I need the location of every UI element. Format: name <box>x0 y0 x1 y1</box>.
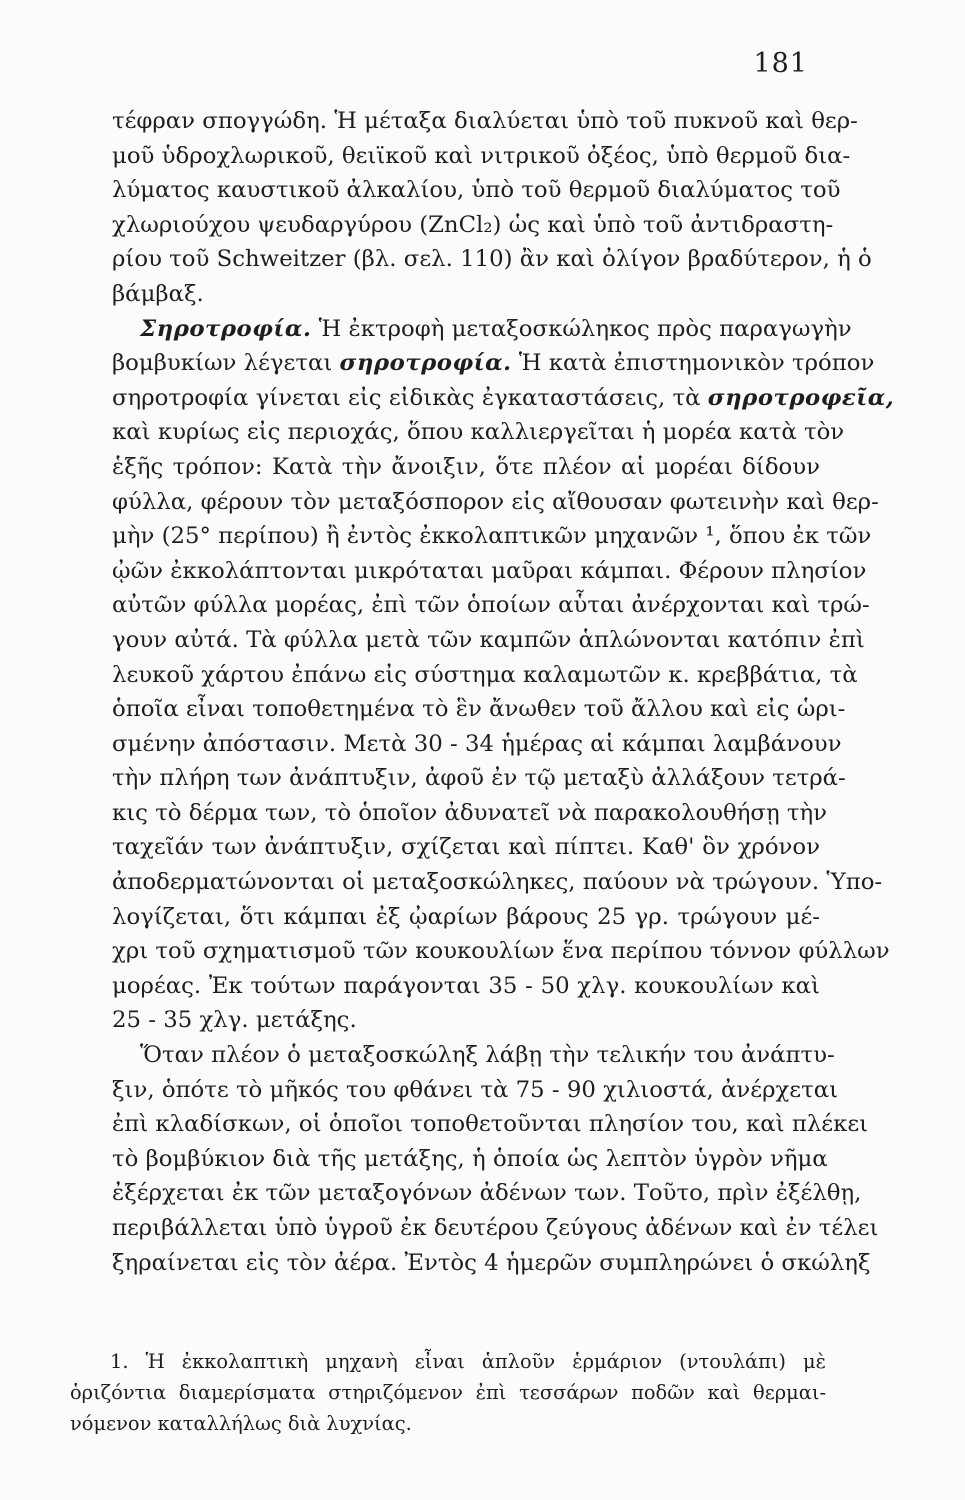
text-line: ἀποδερματώνονται οἱ μεταξοσκώληκες, παύουν νὰ τρώγουν. Ὑπο- <box>112 869 883 896</box>
text-line: αὐτῶν φύλλα μορέας, ἐπὶ τῶν ὁποίων αὗται ἀνέρχονται καὶ τρώ- <box>112 592 870 619</box>
text-line: Ὅταν πλέον ὁ μεταξοσκώληξ λάβῃ τὴν τελικήν του ἀνάπτυ- <box>140 1042 835 1069</box>
body-text <box>112 104 895 1280</box>
page-number: 181 <box>753 48 808 79</box>
text-line: ἐπὶ κλαδίσκων, οἱ ὁποῖοι τοποθετοῦνται πλησίον του, καὶ πλέκει <box>112 1111 869 1138</box>
text-fragment: Ἡ κατὰ ἐπιστημονικὸν τρόπον <box>518 350 875 377</box>
text-line: μὴν (25° περίπου) ἢ ἐντὸς ἐκκολαπτικῶν μηχανῶν ¹, ὅπου ἐκ τῶν <box>112 523 872 550</box>
text-line: ρίου τοῦ Schweitzer (βλ. σελ. 110) ἂν καὶ ὀλίγον βραδύτερον, ἡ ὁ <box>112 246 872 273</box>
text-line: ξηραίνεται εἰς τὸν ἀέρα. Ἐντὸς 4 ἡμερῶν συμπληρώνει ὁ σκώληξ <box>112 1249 871 1276</box>
text-line: ξιν, ὁπότε τὸ μῆκός του φθάνει τὰ 75 - 90 χιλιοστά, ἀνέρχεται <box>112 1076 839 1103</box>
text-line: χρι τοῦ σχηματισμοῦ τῶν κουκουλίων ἕνα περίπου τόννον φύλλων <box>112 938 890 965</box>
footnote-line: ὁριζόντια διαμερίσματα στηριζόμενον ἐπὶ τεσσάρων ποδῶν καὶ θερμαι- <box>70 1381 826 1404</box>
text-line: τέφραν σπογγώδη. Ἡ μέταξα διαλύεται ὑπὸ τοῦ πυκνοῦ καὶ θερ- <box>112 108 858 134</box>
text-line: μοῦ ὑδροχλωρικοῦ, θειϊκοῦ καὶ νιτρικοῦ ὀξέος, ὑπὸ θερμοῦ δια- <box>112 142 851 169</box>
text-line: τὸ βομβύκιον διὰ τῆς μετάξης, ἡ ὁποία ὡς λεπτὸν ὑγρὸν νῆμα <box>112 1145 828 1172</box>
text-line: καὶ κυρίως εἰς περιοχάς, ὅπου καλλιεργεῖται ἡ μορέα κατὰ τὸν <box>112 419 845 446</box>
text-line <box>112 381 895 416</box>
text-line: ὁποῖα εἶναι τοποθετημένα τὸ ἓν ἄνωθεν τοῦ ἄλλου καὶ εἰς ὡρι- <box>112 696 846 723</box>
text-fragment: σηροτροφία γίνεται εἰς εἰδικὰς ἐγκαταστάσεις, τὰ <box>112 384 701 411</box>
text-line: ᾠῶν ἐκκολάπτονται μικρόταται μαῦραι κάμπαι. Φέρουν πλησίον <box>112 557 867 584</box>
text-line: κις τὸ δέρμα των, τὸ ὁποῖον ἀδυνατεῖ νὰ παρακολουθήσῃ τὴν <box>112 799 828 826</box>
footnotes <box>70 1346 826 1439</box>
text-line: λογίζεται, ὅτι κάμπαι ἐξ ᾠαρίων βάρους 25 γρ. τρώγουν μέ- <box>112 903 820 930</box>
text-line: περιβάλλεται ὑπὸ ὑγροῦ ἐκ δευτέρου ζεύγους ἀδένων καὶ ἐν τέλει <box>112 1215 879 1241</box>
text-line: μορέας. Ἐκ τούτων παράγονται 35 - 50 χλγ. κουκουλίων καὶ <box>112 972 820 999</box>
footnote-line: 1. Ἡ ἐκκολαπτικὴ μηχανὴ εἶναι ἁπλοῦν ἑρμάριον (ντουλάπι) μὲ <box>110 1350 826 1373</box>
text-fragment: βομβυκίων λέγεται <box>112 350 333 377</box>
text-line: λευκοῦ χάρτου ἐπάνω εἰς σύστημα καλαμωτῶν κ. κρεββάτια, τὰ <box>112 661 858 688</box>
text-line: ταχεῖάν των ἀνάπτυξιν, σχίζεται καὶ πίπτει. Καθ' ὃν χρόνον <box>112 834 820 861</box>
text-line: ἐξέρχεται ἐκ τῶν μεταξογόνων ἀδένων των. Τοῦτο, πρὶν ἐξέλθῃ, <box>112 1180 862 1207</box>
term-sericulture-houses: σηροτροφεῖα, <box>707 384 895 411</box>
text-line: ἑξῆς τρόπον: Κατὰ τὴν ἄνοιξιν, ὅτε πλέον αἱ μορέαι δίδουν <box>112 453 820 480</box>
text-line <box>112 346 875 381</box>
section-heading: Σηροτροφία. <box>140 315 312 342</box>
text-fragment: Ἡ ἐκτροφὴ μεταξοσκώληκος πρὸς παραγωγὴν <box>318 315 852 342</box>
footnote-line: νόμενον καταλλήλως διὰ λυχνίας. <box>70 1412 412 1435</box>
text-line: τὴν πλήρη των ἀνάπτυξιν, ἀφοῦ ἐν τῷ μεταξὺ ἀλλάξουν τετρά- <box>112 765 846 792</box>
text-line: φύλλα, φέρουν τὸν μεταξόσπορον εἰς αἴθουσαν φωτεινὴν καὶ θερ- <box>112 488 879 515</box>
text-line: λύματος καυστικοῦ ἀλκαλίου, ὑπὸ τοῦ θερμοῦ διαλύματος τοῦ <box>112 177 841 204</box>
text-line: 25 - 35 χλγ. μετάξης. <box>112 1007 357 1034</box>
text-line: σμένην ἀπόστασιν. Μετὰ 30 - 34 ἡμέρας αἱ κάμπαι λαμβάνουν <box>112 730 842 757</box>
text-line: χλωριούχου ψευδαργύρου (ZnCl₂) ὡς καὶ ὑπὸ τοῦ ἀντιδραστη- <box>112 211 834 238</box>
term-sericulture: σηροτροφία. <box>339 350 512 377</box>
text-line: γουν αὐτά. Τὰ φύλλα μετὰ τῶν καμπῶν ἁπλώνονται κατόπιν ἐπὶ <box>112 626 865 653</box>
text-line: βάμβαξ. <box>112 280 204 307</box>
section-first-line <box>112 312 852 347</box>
